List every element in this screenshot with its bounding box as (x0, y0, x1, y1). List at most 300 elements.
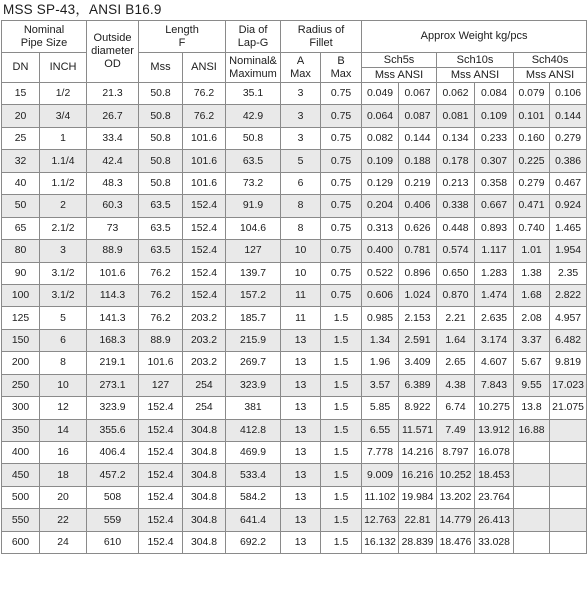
table-cell: 1.34 (362, 329, 399, 351)
table-cell: 14.779 (437, 509, 475, 531)
table-cell: 0.134 (437, 127, 475, 149)
table-cell: 73 (87, 217, 139, 239)
table-cell: 76.2 (139, 284, 183, 306)
table-cell: 533.4 (226, 464, 281, 486)
table-cell: 0.985 (362, 307, 399, 329)
table-cell: 0.082 (362, 127, 399, 149)
table-body (2, 83, 587, 554)
od-header (87, 21, 139, 83)
table-cell: 25 (2, 127, 40, 149)
table-cell: 1.5 (321, 307, 362, 329)
table-cell: 0.101 (514, 105, 550, 127)
table-cell: 0.188 (399, 150, 437, 172)
table-row (2, 307, 587, 329)
table-row (2, 105, 587, 127)
table-row (2, 83, 587, 105)
table-cell: 3.1/2 (40, 262, 87, 284)
table-cell: 0.109 (362, 150, 399, 172)
table-cell: 2.591 (399, 329, 437, 351)
table-cell: 469.9 (226, 442, 281, 464)
table-cell: 0.75 (321, 240, 362, 262)
table-row (2, 262, 587, 284)
table-cell: 0.75 (321, 217, 362, 239)
table-cell: 412.8 (226, 419, 281, 441)
table-cell: 5 (40, 307, 87, 329)
table-cell: 254 (183, 374, 226, 396)
table-cell: 203.2 (183, 307, 226, 329)
table-row (2, 419, 587, 441)
table-cell: 19.984 (399, 486, 437, 508)
table-cell: 10 (281, 262, 321, 284)
table-cell: 1.954 (550, 240, 587, 262)
table-cell (514, 531, 550, 553)
table-cell: 254 (183, 397, 226, 419)
table-cell: 0.386 (550, 150, 587, 172)
table-cell: 0.079 (514, 83, 550, 105)
table-cell: 0.081 (437, 105, 475, 127)
table-cell: 88.9 (139, 329, 183, 351)
table-cell: 88.9 (87, 240, 139, 262)
a-max-label: A Max (290, 54, 311, 80)
nominal-label: Nominal Pipe Size (20, 23, 68, 49)
table-cell: 42.4 (87, 150, 139, 172)
table-cell: 10.252 (437, 464, 475, 486)
table-cell: 406.4 (87, 442, 139, 464)
table-cell: 6 (281, 172, 321, 194)
table-cell: 16 (40, 442, 87, 464)
dia-sub-header (226, 53, 281, 83)
table-cell: 18.476 (437, 531, 475, 553)
length-ansi-header: ANSI (183, 53, 226, 83)
table-cell: 152.4 (139, 531, 183, 553)
table-row (2, 531, 587, 553)
pipe-spec-table (1, 20, 587, 554)
sch40s-subheader: Mss ANSI (514, 68, 587, 83)
table-cell: 100 (2, 284, 40, 306)
table-cell: 76.2 (183, 83, 226, 105)
dn-header: DN (2, 53, 40, 83)
table-cell: 0.225 (514, 150, 550, 172)
table-cell: 0.870 (437, 284, 475, 306)
table-cell: 18.453 (475, 464, 514, 486)
table-cell: 50.8 (139, 172, 183, 194)
table-cell (514, 486, 550, 508)
table-cell: 16.88 (514, 419, 550, 441)
table-cell: 0.606 (362, 284, 399, 306)
table-cell: 101.6 (183, 172, 226, 194)
table-cell: 13 (281, 531, 321, 553)
table-cell: 42.9 (226, 105, 281, 127)
table-cell: 60.3 (87, 195, 139, 217)
table-cell: 13 (281, 374, 321, 396)
table-cell: 50.8 (139, 105, 183, 127)
table-cell: 5 (281, 150, 321, 172)
table-cell: 381 (226, 397, 281, 419)
table-cell: 9.55 (514, 374, 550, 396)
table-cell (550, 419, 587, 441)
weight-header: Approx Weight kg/pcs (362, 21, 587, 53)
table-cell: 1.5 (321, 531, 362, 553)
table-cell: 4.607 (475, 352, 514, 374)
table-row (2, 442, 587, 464)
table-cell: 6.55 (362, 419, 399, 441)
table-cell: 141.3 (87, 307, 139, 329)
table-cell: 168.3 (87, 329, 139, 351)
table-cell: 13 (281, 486, 321, 508)
table-row (2, 172, 587, 194)
table-cell: 450 (2, 464, 40, 486)
table-cell: 6.74 (437, 397, 475, 419)
table-row (2, 240, 587, 262)
table-cell: 76.2 (139, 262, 183, 284)
table-cell: 0.109 (475, 105, 514, 127)
table-row (2, 217, 587, 239)
table-cell: 559 (87, 509, 139, 531)
table-cell: 0.471 (514, 195, 550, 217)
table-cell: 1.1/2 (40, 172, 87, 194)
table-cell: 0.084 (475, 83, 514, 105)
table-row (2, 329, 587, 351)
table-cell: 0.740 (514, 217, 550, 239)
table-cell: 48.3 (87, 172, 139, 194)
table-cell: 33.028 (475, 531, 514, 553)
table-cell: 3.57 (362, 374, 399, 396)
table-cell: 0.067 (399, 83, 437, 105)
table-cell: 50.8 (139, 83, 183, 105)
table-cell: 0.924 (550, 195, 587, 217)
table-cell: 0.307 (475, 150, 514, 172)
table-cell: 0.087 (399, 105, 437, 127)
table-cell: 1.5 (321, 486, 362, 508)
table-cell: 0.467 (550, 172, 587, 194)
table-cell: 0.279 (514, 172, 550, 194)
table-cell: 9.009 (362, 464, 399, 486)
table-cell: 0.106 (550, 83, 587, 105)
table-cell: 0.75 (321, 83, 362, 105)
table-cell: 14.216 (399, 442, 437, 464)
table-cell: 101.6 (183, 127, 226, 149)
table-cell (550, 464, 587, 486)
table-cell: 0.129 (362, 172, 399, 194)
table-cell: 24 (40, 531, 87, 553)
table-cell: 1.5 (321, 352, 362, 374)
length-mss-header: Mss (139, 53, 183, 83)
table-cell: 203.2 (183, 352, 226, 374)
table-cell: 152.4 (183, 284, 226, 306)
table-cell: 13 (281, 509, 321, 531)
table-cell: 76.2 (139, 307, 183, 329)
table-cell: 23.764 (475, 486, 514, 508)
table-row (2, 127, 587, 149)
table-cell: 2.08 (514, 307, 550, 329)
length-header (139, 21, 226, 53)
table-cell: 2.635 (475, 307, 514, 329)
table-cell: 550 (2, 509, 40, 531)
table-row (2, 397, 587, 419)
table-cell: 4.957 (550, 307, 587, 329)
table-cell: 1.024 (399, 284, 437, 306)
table-row (2, 284, 587, 306)
table-cell: 5.67 (514, 352, 550, 374)
table-cell: 0.781 (399, 240, 437, 262)
table-cell: 0.574 (437, 240, 475, 262)
table-cell: 63.5 (139, 240, 183, 262)
table-cell: 0.75 (321, 195, 362, 217)
radius-label: Radius of Fillet (297, 23, 345, 49)
sch40s-header: Sch40s (514, 53, 587, 68)
table-cell: 152.4 (139, 464, 183, 486)
sch10s-subheader: Mss ANSI (437, 68, 514, 83)
table-cell: 304.8 (183, 419, 226, 441)
table-cell: 3.37 (514, 329, 550, 351)
table-cell: 0.233 (475, 127, 514, 149)
table-cell: 13 (281, 419, 321, 441)
table-cell: 0.160 (514, 127, 550, 149)
table-cell: 73.2 (226, 172, 281, 194)
table-cell: 11 (281, 307, 321, 329)
table-cell: 20 (40, 486, 87, 508)
table-cell: 200 (2, 352, 40, 374)
dia-sub-label: Nominal& Maximum (229, 54, 277, 80)
table-cell: 2.21 (437, 307, 475, 329)
table-cell: 1.96 (362, 352, 399, 374)
od-label: Outside diameter OD (91, 32, 134, 70)
table-cell: 185.7 (226, 307, 281, 329)
table-cell: 0.75 (321, 150, 362, 172)
table-cell: 1.64 (437, 329, 475, 351)
table-cell: 76.2 (183, 105, 226, 127)
table-cell: 1.5 (321, 329, 362, 351)
table-cell: 7.843 (475, 374, 514, 396)
table-cell: 300 (2, 397, 40, 419)
table-cell: 8 (40, 352, 87, 374)
table-cell: 91.9 (226, 195, 281, 217)
table-cell: 6.482 (550, 329, 587, 351)
table-cell: 0.213 (437, 172, 475, 194)
table-cell: 1/2 (40, 83, 87, 105)
table-cell: 0.75 (321, 127, 362, 149)
table-cell: 0.667 (475, 195, 514, 217)
table-row (2, 352, 587, 374)
table-cell: 13 (281, 352, 321, 374)
table-cell: 20 (2, 105, 40, 127)
table-cell: 1.5 (321, 442, 362, 464)
table-cell: 8.922 (399, 397, 437, 419)
table-cell: 1.5 (321, 397, 362, 419)
table-cell: 150 (2, 329, 40, 351)
table-cell: 1.5 (321, 419, 362, 441)
table-cell: 3 (281, 83, 321, 105)
table-cell: 0.650 (437, 262, 475, 284)
table-cell: 5.85 (362, 397, 399, 419)
table-cell: 600 (2, 531, 40, 553)
table-cell: 304.8 (183, 464, 226, 486)
table-cell: 13 (281, 397, 321, 419)
table-cell: 21.3 (87, 83, 139, 105)
table-cell: 152.4 (139, 442, 183, 464)
table-cell: 0.358 (475, 172, 514, 194)
table-cell: 15 (2, 83, 40, 105)
table-cell: 1.465 (550, 217, 587, 239)
nominal-pipe-size-header (2, 21, 87, 53)
table-cell: 152.4 (183, 262, 226, 284)
table-cell: 2.65 (437, 352, 475, 374)
table-cell: 0.75 (321, 262, 362, 284)
table-cell: 16.216 (399, 464, 437, 486)
table-cell: 157.2 (226, 284, 281, 306)
table-cell: 40 (2, 172, 40, 194)
table-cell: 3.409 (399, 352, 437, 374)
table-cell: 6 (40, 329, 87, 351)
table-cell: 355.6 (87, 419, 139, 441)
table-cell (550, 531, 587, 553)
table-cell: 0.75 (321, 105, 362, 127)
sch5s-subheader: Mss ANSI (362, 68, 437, 83)
table-cell: 304.8 (183, 486, 226, 508)
table-cell: 0.178 (437, 150, 475, 172)
table-cell: 10.275 (475, 397, 514, 419)
dia-header (226, 21, 281, 53)
b-max-label: B Max (330, 54, 352, 80)
table-cell: 1 (40, 127, 87, 149)
table-row (2, 509, 587, 531)
table-cell: 7.778 (362, 442, 399, 464)
table-cell: 90 (2, 262, 40, 284)
table-cell: 0.144 (399, 127, 437, 149)
table-cell: 8 (281, 217, 321, 239)
table-cell: 3/4 (40, 105, 87, 127)
table-cell: 304.8 (183, 442, 226, 464)
table-cell: 3 (281, 105, 321, 127)
table-cell: 28.839 (399, 531, 437, 553)
table-cell: 0.400 (362, 240, 399, 262)
table-cell: 8 (281, 195, 321, 217)
page-title: MSS SP-43，ANSI B16.9 (3, 2, 162, 17)
table-cell: 215.9 (226, 329, 281, 351)
table-cell (514, 464, 550, 486)
table-cell: 18 (40, 464, 87, 486)
table-cell: 2.822 (550, 284, 587, 306)
table-cell: 0.338 (437, 195, 475, 217)
table-cell: 0.313 (362, 217, 399, 239)
table-cell: 12 (40, 397, 87, 419)
table-cell: 152.4 (183, 240, 226, 262)
table-cell: 0.064 (362, 105, 399, 127)
table-cell: 8.797 (437, 442, 475, 464)
table-cell: 0.406 (399, 195, 437, 217)
table-cell: 16.132 (362, 531, 399, 553)
radius-header (281, 21, 362, 53)
table-cell: 0.204 (362, 195, 399, 217)
table-cell: 2.153 (399, 307, 437, 329)
table-row (2, 374, 587, 396)
table-cell: 1.38 (514, 262, 550, 284)
table-cell: 610 (87, 531, 139, 553)
table-cell: 9.819 (550, 352, 587, 374)
table-cell: 304.8 (183, 531, 226, 553)
table-cell: 21.075 (550, 397, 587, 419)
table-cell: 152.4 (139, 397, 183, 419)
table-cell: 63.5 (139, 195, 183, 217)
table-cell: 400 (2, 442, 40, 464)
inch-header: INCH (40, 53, 87, 83)
table-cell: 7.49 (437, 419, 475, 441)
table-cell: 2.1/2 (40, 217, 87, 239)
table-cell: 1.01 (514, 240, 550, 262)
table-cell (514, 509, 550, 531)
table-cell: 3 (281, 127, 321, 149)
table-cell: 80 (2, 240, 40, 262)
dia-label: Dia of Lap-G (237, 23, 269, 49)
table-cell: 22.81 (399, 509, 437, 531)
table-cell: 10 (281, 240, 321, 262)
table-cell: 50.8 (226, 127, 281, 149)
table-cell: 12.763 (362, 509, 399, 531)
table-cell: 3.1/2 (40, 284, 87, 306)
b-max-header (321, 53, 362, 83)
table-cell: 1.283 (475, 262, 514, 284)
table-cell (550, 442, 587, 464)
table-cell: 139.7 (226, 262, 281, 284)
table-cell: 13 (281, 329, 321, 351)
table-cell: 22 (40, 509, 87, 531)
table-cell: 63.5 (226, 150, 281, 172)
table-cell: 16.078 (475, 442, 514, 464)
table-cell: 152.4 (139, 486, 183, 508)
table-row (2, 195, 587, 217)
table-cell: 152.4 (139, 419, 183, 441)
table-cell: 33.4 (87, 127, 139, 149)
table-cell: 2.35 (550, 262, 587, 284)
table-cell: 584.2 (226, 486, 281, 508)
table-cell: 14 (40, 419, 87, 441)
table-cell: 50.8 (139, 150, 183, 172)
table-cell: 152.4 (139, 509, 183, 531)
table-row (2, 464, 587, 486)
table-cell: 32 (2, 150, 40, 172)
table-cell: 457.2 (87, 464, 139, 486)
table-cell: 1.474 (475, 284, 514, 306)
table-cell: 3.174 (475, 329, 514, 351)
table-cell: 0.279 (550, 127, 587, 149)
length-label: Length F (165, 23, 199, 49)
table-cell: 10 (40, 374, 87, 396)
table-cell: 13.202 (437, 486, 475, 508)
table-cell: 6.389 (399, 374, 437, 396)
table-cell: 3 (40, 240, 87, 262)
table-cell: 1.5 (321, 464, 362, 486)
table-cell: 350 (2, 419, 40, 441)
table-cell: 0.626 (399, 217, 437, 239)
sch5s-header: Sch5s (362, 53, 437, 68)
table-cell: 50 (2, 195, 40, 217)
table-cell: 17.023 (550, 374, 587, 396)
table-cell: 11.102 (362, 486, 399, 508)
table-cell: 152.4 (183, 217, 226, 239)
table-cell: 203.2 (183, 329, 226, 351)
table-cell: 13.8 (514, 397, 550, 419)
table-cell: 641.4 (226, 509, 281, 531)
table-cell: 500 (2, 486, 40, 508)
table-cell: 692.2 (226, 531, 281, 553)
table-cell (550, 509, 587, 531)
table-cell: 11 (281, 284, 321, 306)
table-cell: 104.6 (226, 217, 281, 239)
table-cell: 1.68 (514, 284, 550, 306)
table-cell: 0.75 (321, 284, 362, 306)
table-cell: 250 (2, 374, 40, 396)
table-cell: 0.219 (399, 172, 437, 194)
